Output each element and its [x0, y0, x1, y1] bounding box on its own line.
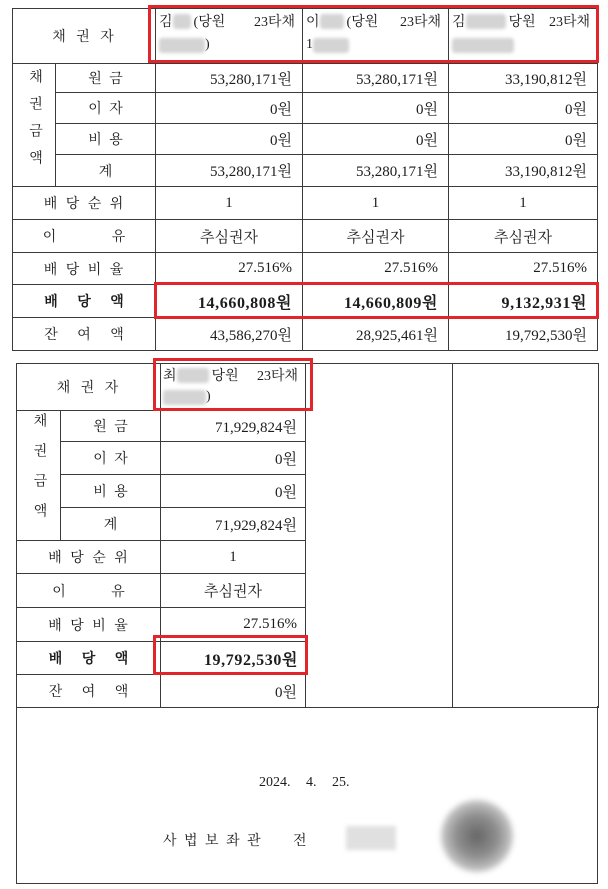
creditor-line-1 — [159, 9, 295, 33]
remaining-value: 28,925,461원 — [303, 318, 449, 351]
interest-row — [13, 93, 598, 124]
total-row — [13, 155, 598, 187]
rank-value: 1 — [303, 187, 449, 220]
creditor-name-initial: 김 — [452, 15, 466, 30]
label-claim-amount: 채권금액 — [27, 68, 42, 177]
total-value: 53,280,171원 — [303, 155, 449, 187]
interest-value: 0원 — [449, 93, 598, 124]
amount-value: 9,132,931원 — [449, 285, 598, 318]
interest-value: 0원 — [161, 442, 306, 475]
creditor-line2-suffix: ) — [206, 389, 211, 404]
distribution-table-1 — [12, 8, 598, 351]
label-amount: 배 당 액 — [13, 285, 156, 318]
redacted-name — [466, 14, 506, 29]
creditor-case-number: (당원 23타채 — [193, 15, 296, 30]
label-ratio: 배 당 비 율 — [17, 608, 161, 642]
cost-value: 0원 — [156, 124, 303, 155]
redacted-case-number — [452, 38, 514, 53]
total-value: 71,929,824원 — [161, 508, 306, 541]
label-claim-amount: 채권금액 — [31, 413, 47, 533]
cost-row — [13, 124, 598, 155]
creditor-cell — [161, 364, 306, 411]
ratio-row — [13, 253, 598, 285]
principal-value: 33,190,812원 — [449, 64, 598, 93]
amount-value: 19,792,530원 — [161, 642, 306, 675]
document-date: 2024. 4. 25. — [259, 775, 350, 790]
remaining-value: 19,792,530원 — [449, 318, 598, 351]
principal-value: 71,929,824원 — [161, 411, 306, 442]
interest-value: 0원 — [303, 93, 449, 124]
creditor-case-number: 당원 23타채 — [211, 369, 299, 384]
label-creditor: 채 권 자 — [13, 9, 156, 64]
label-rank: 배 당 순 위 — [17, 541, 161, 574]
creditor-line-1 — [163, 364, 298, 386]
signature-section — [16, 706, 598, 884]
reason-value: 추심권자 — [161, 574, 306, 608]
label-ratio: 배 당 비 율 — [13, 253, 156, 285]
label-interest: 이 자 — [56, 93, 156, 124]
label-total: 계 — [56, 155, 156, 187]
label-principal: 원 금 — [56, 64, 156, 93]
ratio-value: 27.516% — [449, 253, 598, 285]
label-creditor: 채 권 자 — [17, 364, 161, 411]
officer-title: 사 법 보 좌 관 — [163, 834, 261, 849]
amount-value: 14,660,809원 — [303, 285, 449, 318]
reason-value: 추심권자 — [156, 220, 303, 253]
creditor-line-1 — [306, 9, 441, 33]
rank-value: 1 — [449, 187, 598, 220]
amount-value: 14,660,808원 — [156, 285, 303, 318]
rank-value: 1 — [161, 541, 306, 574]
creditor-line-1 — [452, 9, 590, 33]
principal-value: 53,280,171원 — [303, 64, 449, 93]
rank-row — [13, 187, 598, 220]
creditor-row — [17, 364, 599, 411]
reason-value: 추심권자 — [303, 220, 449, 253]
label-interest: 이 자 — [61, 442, 161, 475]
cost-value: 0원 — [303, 124, 449, 155]
label-amount: 배 당 액 — [17, 642, 161, 675]
creditor-name-initial: 최 — [163, 369, 177, 384]
cost-value: 0원 — [161, 475, 306, 508]
creditor-case-number: 당원 23타채 — [508, 15, 591, 30]
amount-row — [13, 285, 598, 318]
principal-row — [13, 64, 598, 93]
label-reason: 이 유 — [17, 574, 161, 608]
label-claim-amount-cell — [17, 411, 61, 541]
label-reason: 이 유 — [13, 220, 156, 253]
label-remaining: 잔 여 액 — [13, 318, 156, 351]
remaining-row — [13, 318, 598, 351]
rank-value: 1 — [156, 187, 303, 220]
creditor-name-initial: 이 — [306, 15, 320, 30]
ratio-value: 27.516% — [161, 608, 306, 642]
redacted-officer-name — [346, 826, 396, 850]
redacted-name — [159, 38, 205, 53]
creditor-cell — [449, 9, 598, 64]
reason-value: 추심권자 — [449, 220, 598, 253]
label-total: 계 — [61, 508, 161, 541]
ratio-value: 27.516% — [156, 253, 303, 285]
label-remaining: 잔 여 액 — [17, 675, 161, 708]
redacted-name — [177, 368, 209, 383]
redacted-name — [313, 38, 349, 53]
creditor-row — [13, 9, 598, 64]
redacted-name — [163, 390, 206, 405]
seal-stamp-redacted — [441, 800, 513, 872]
label-claim-amount-cell — [13, 64, 56, 187]
reason-row — [13, 220, 598, 253]
empty-creditor-column — [306, 364, 453, 708]
distribution-table-2 — [16, 363, 599, 708]
principal-value: 53,280,171원 — [156, 64, 303, 93]
total-value: 53,280,171원 — [156, 155, 303, 187]
redacted-name — [173, 14, 191, 29]
creditor-case-number: (당원 23타채 — [346, 15, 442, 30]
label-cost: 비 용 — [61, 475, 161, 508]
label-principal: 원 금 — [61, 411, 161, 442]
officer-suffix: 전 — [293, 834, 307, 849]
label-cost: 비 용 — [56, 124, 156, 155]
creditor-line2-prefix: 1 — [306, 37, 314, 52]
total-value: 33,190,812원 — [449, 155, 598, 187]
creditor-line2-suffix: ) — [205, 37, 210, 52]
interest-value: 0원 — [156, 93, 303, 124]
creditor-line-2 — [452, 33, 590, 57]
creditor-line-2 — [306, 33, 441, 57]
remaining-value: 43,586,270원 — [156, 318, 303, 351]
redacted-name — [320, 14, 344, 29]
remaining-value: 0원 — [161, 675, 306, 708]
cost-value: 0원 — [449, 124, 598, 155]
creditor-name-initial: 김 — [159, 15, 173, 30]
label-rank: 배 당 순 위 — [13, 187, 156, 220]
creditor-line-2 — [163, 386, 298, 408]
ratio-value: 27.516% — [303, 253, 449, 285]
creditor-cell — [156, 9, 303, 64]
empty-creditor-column — [453, 364, 599, 708]
creditor-cell — [303, 9, 449, 64]
creditor-line-2 — [159, 33, 295, 57]
